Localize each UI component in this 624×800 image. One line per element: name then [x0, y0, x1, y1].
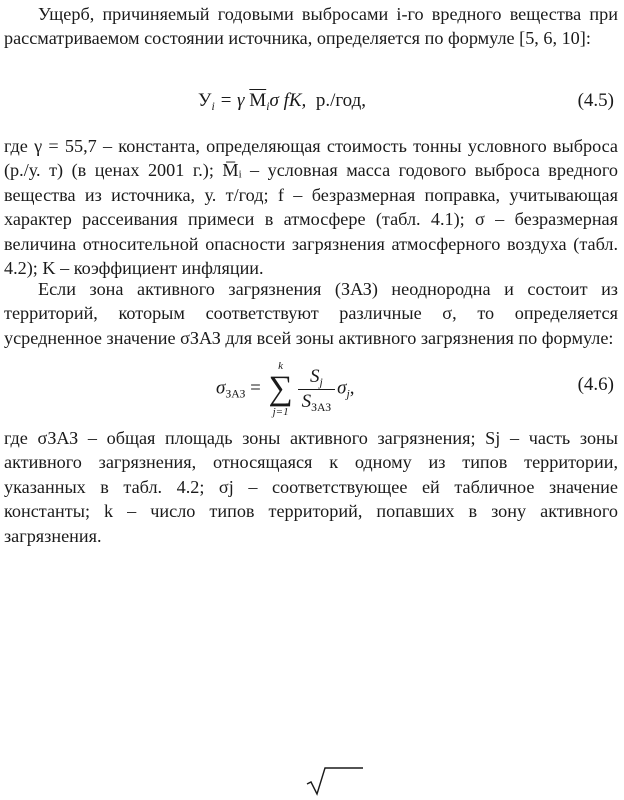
sum-lower-limit: j=1 [272, 406, 289, 418]
formula-4-5-number: (4.5) [577, 90, 614, 111]
formula-4-5-gamma: = γ [214, 90, 250, 111]
formula-4-6-body [216, 360, 355, 418]
formula-4-5-units: р./год, [315, 90, 367, 111]
formula-4-6-tail: σ [337, 377, 347, 399]
sum-sign: ∑ [268, 370, 293, 407]
formula-4-6-fraction [298, 366, 336, 413]
fraction-denominator-sub: ЗАЗ [311, 400, 332, 414]
paragraph-intro: Ущерб, причиняемый годовыми выбросами i-го вредного вещества при рассматриваемом состоянии источника, определяется по формуле [5, 6, 10]: [4, 4, 618, 49]
formula-4-6-sum [266, 360, 296, 418]
paragraph-legend: где σЗАЗ – общая площадь зоны активного загрязнения; Sj – часть зоны активного загрязнения, относящаяся к одному из типов территории, указанных в табл. 4.2; σj – соответствующее ей табличное значение константы; k – число типов территорий, попавших в зону активного загрязнения. [4, 428, 618, 546]
formula-4-5-mass-sub: i [266, 100, 270, 114]
formula-4-6 [0, 360, 624, 420]
formula-4-6-lhs: σ [216, 377, 226, 399]
formula-4-5-lhs-sub: i [211, 100, 215, 114]
formula-4-5-body [198, 90, 366, 112]
sum-upper-limit: k [278, 360, 284, 372]
fraction-numerator: S [309, 365, 320, 387]
formula-4-5 [0, 90, 624, 116]
formula-4-6-lhs-sub: ЗАЗ [225, 387, 246, 401]
formula-4-6-number: (4.6) [577, 374, 614, 395]
fraction-numerator-sub: j [319, 375, 323, 389]
formula-4-6-eq: = [245, 377, 266, 399]
formula-4-6-tail-sub: j [346, 387, 350, 401]
formula-4-5-lhs: У [198, 90, 212, 111]
paragraph-zone: Если зона активного загрязнения (ЗАЗ) неоднородна и состоит из территорий, которым соответствуют различные σ, то определяется усредненное значение σЗАЗ для всей зоны активного загрязнения по формуле: [4, 279, 618, 348]
formula-4-6-comma: , [349, 377, 355, 399]
formula-4-5-rest: σ fK, [269, 90, 307, 111]
fraction-denominator: S [301, 390, 312, 412]
radical-sign-icon [305, 766, 363, 796]
paragraph-definitions: где γ = 55,7 – константа, определяющая стоимость тонны условного выброса (р./у. т) (в ценах 2001 г.); M̅ᵢ – условная масса годового выброса вредного вещества из источника, у. т/год; f – безразмерная поправка, учитывающая характер рассеивания примеси в атмосфере (табл. 4.1); σ – безразмерная величина относительной опасности загрязнения атмосферного воздуха (табл. 4.2); K – коэффициент инфляции. [4, 136, 618, 279]
formula-4-5-mass: $\overline{M}$ [249, 90, 267, 111]
